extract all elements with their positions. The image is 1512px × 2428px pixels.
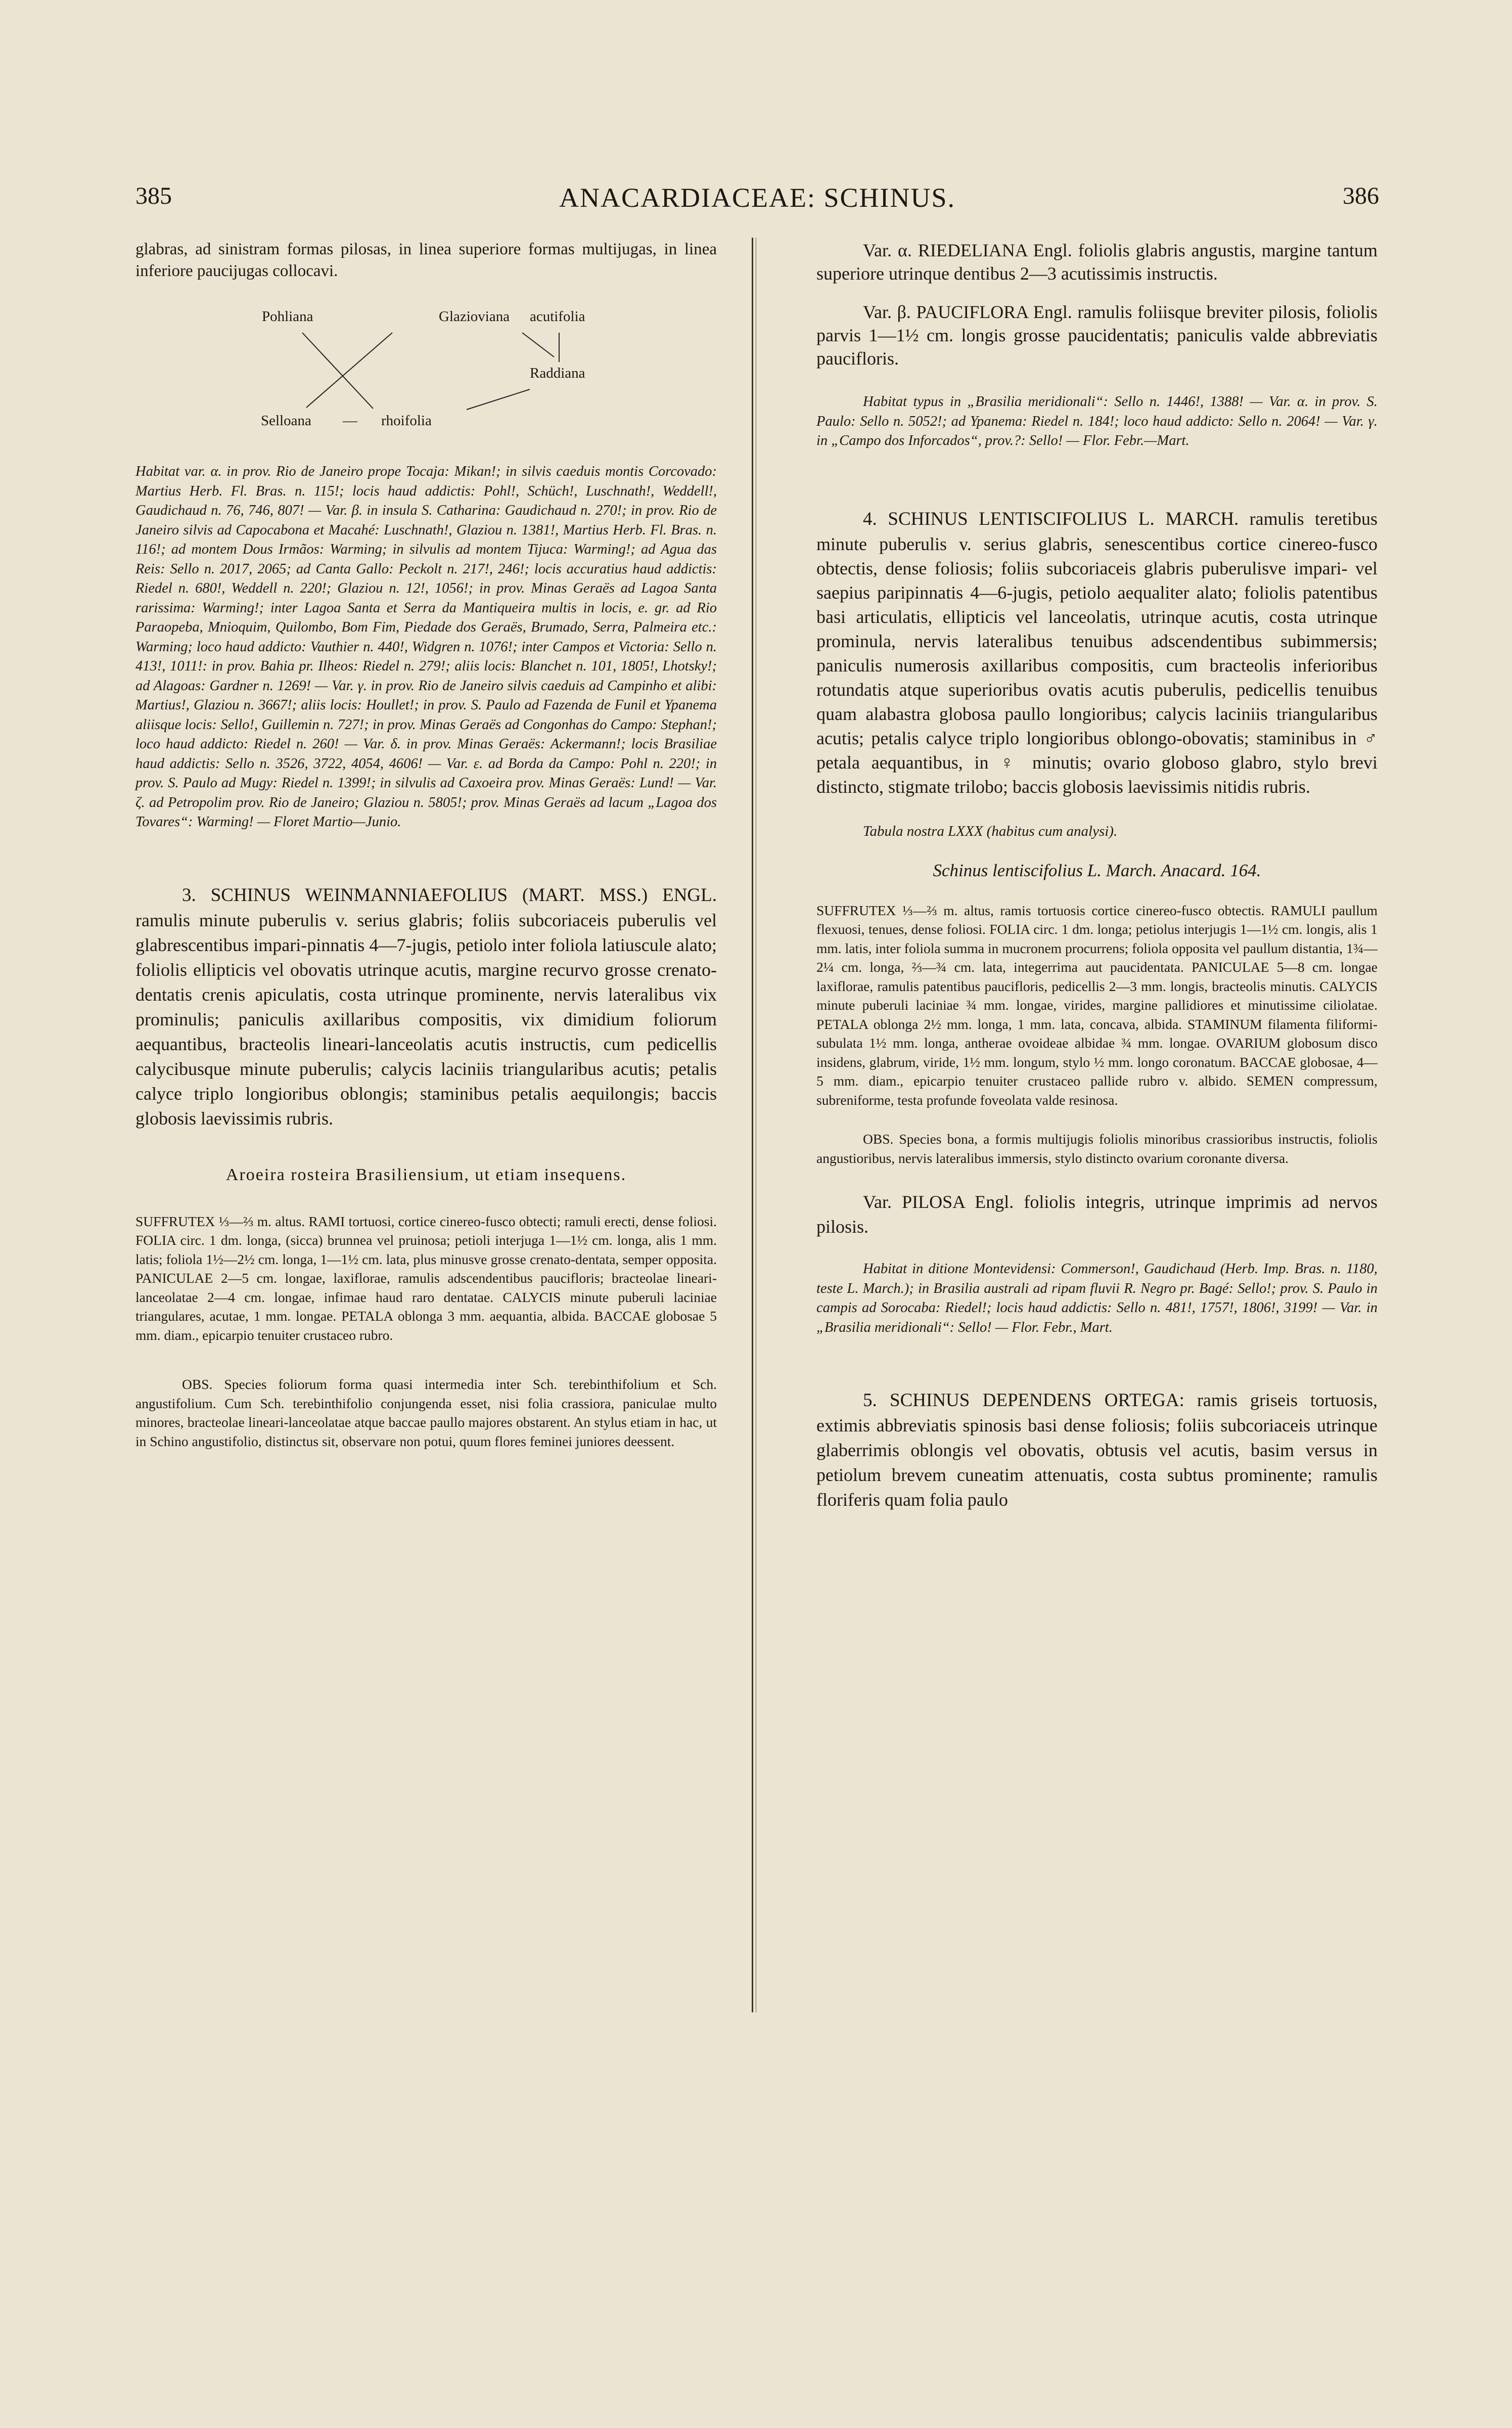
species-3-observation: OBS. Species foliorum forma quasi intermedia inter Sch. terebinthifolium et Sch. angustifolium. Cum Sch. terebinthifolio conjungenda esset, nisi folia crassiora, paniculae multo minores, bracteolae lineari-lanceolatae atque baccae paullo majores obstarent. An stylus etiam in hac, ut in Schino angustifolio, distinctus sit, observare non potui, quum flores feminei juniores deessent. [135, 1376, 717, 1449]
right-column [816, 239, 1378, 1512]
species-4-text: ramulis teretibus minute puberulis v. serius glabris, senescentibus cortice cinereo-fusco obtectis, dense foliosis; foliis subcoriaceis glabris puberulisve impari- vel saepius paripinnatis 4—6-jugis, petiolo aequaliter alato; foliolis patentibus basi articulatis, ellipticis vel lanceolatis, utrinque acutis, costa utrinque prominula, nervis lateralibus tenuibus adscendentibus subimmersis; paniculis numerosis axillaribus compositis, cum bracteolis inferioribus rotundatis atque superioribus ovatis acutis puberulis, pedicellis tenuibus quam alabastra globosa paullo longioribus; calycis laciniis triangularibus acutis; petalis calyce triplo longioribus oblongo-obovatis; staminibus in ♂ petala aequantibus, in ♀ minutis; ovario globoso glabro, stylo brevi distincto, stigmate trilobo; baccis globosis laevissimis nitidis rubris. [816, 508, 1378, 797]
species-4-paragraph [816, 507, 1378, 799]
label-selloana: Selloana [261, 413, 311, 429]
variety-relation-diagram [135, 302, 717, 444]
column-divider [752, 238, 753, 2012]
species-4-description: SUFFRUTEX ⅓—⅔ m. altus, ramis tortuosis cortice cinereo-fusco obtectis. RAMULI paullum flexuosi, tenues, dense foliosi. FOLIA circ. 1 dm. longa; petiolus interjugis 1—1½ cm. longis, alis 1 mm. latis, inter foliola summa in mucronem procurrens; foliola opposita vel paullum distantia, 1¾—2¼ cm. longa, ⅔—¾ cm. lata, integerrima aut paucidentata. PANICULAE 5—8 cm. longae laxiflorae, ramulis patentibus paucifloris, pedicellis 2—3 mm. longis, bracteolis minutis. CALYCIS minute puberuli laciniae ¾ mm. longae, virides, margine pallidiores et minutissime ciliolatae. PETALA oblonga 2½ mm. longa, 1 mm. lata, concava, albida. STAMINUM filamenta filiformi-subulata 1½ mm. longa, antherae ovoideae albidae ¾ mm. longae. OVARIUM globosum disco insidens, glabrum, viride, 1½ mm. longum, stylo ½ mm. longo coronatum. BACCAE globosae, 4—5 mm. diam., epicarpio tenuiter crustaceo pallide rubro v. albido. SEMEN compressum, subreniforme, testa profunde foveolata valde resinosa. [816, 902, 1378, 1108]
page-number-left: 385 [135, 183, 172, 209]
vernacular-name: Aroeira rosteira Brasiliensium, ut etiam insequens. [225, 1165, 627, 1184]
label-rhoifolia: rhoifolia [381, 413, 432, 429]
species-4-title: 4. SCHINUS LENTISCIFOLIUS L. MARCH. [863, 508, 1239, 529]
habitat-paragraph: Habitat var. α. in prov. Rio de Janeiro prope Tocaja: Mikan!; in silvis caeduis montis Corcovado: Martius Herb. Fl. Bras. n. 115!; locis haud addictis: Pohl!, Schüch!, Luschnath!, Weddell!, Gaudichaud n. 76, 746, 807! — Var. β. in insula S. Catharina: Gaudichaud n. 270!; in prov. Rio de Janeiro silvis ad Capocabona et Macahé: Luschnath!, Glaziou n. 1381!, Martius Herb. Fl. Bras. n. 116!; ad montem Dous Irmãos: Warming; in silvulis ad montem Tijuca: Warming!; ad Agua das Reis: Sello n. 2017, 2065; ad Canta Gallo: Peckolt n. 217!, 246!; locis accuratius haud addictis: Riedel n. 680!, Weddell n. 220!; Glaziou n. 12!, 1056!; in prov. Minas Geraës ad Lagoa Santa rarissima: Warming!; inter Lagoa Santa et Serra da Mantiqueira multis in locis, e. gr. ad Rio Paraopeba, Mnioquim, Quilombo, Bom Fim, Piedade dos Geraës, Brumado, Serra, Palmeira etc.: Warming; loco haud addicto: Vauthier n. 440!, Widgren n. 1076!; inter Campos et Victoria: Sello n. 413!, 1011!: in prov. Bahia pr. Ilheos: Riedel n. 279!; aliis locis: Blanchet n. 101, 1805!, Lhotsky!; ad Alagoas: Gardner n. 1269! — Var. γ. in prov. Rio de Janeiro silvis caeduis ad Campinho et alibi: Martius!, Glaziou n. 3667!; aliis locis: Houllet!; in prov. S. Paulo ad Fazenda de Funil et Ypanema aliisque locis: Sello!, Guillemin n. 727!; in prov. Minas Geraës ad Congonhas do Campo: Stephan!; loco haud addicto: Riedel n. 260! — Var. δ. in prov. Minas Geraës: Ackermann!; locis Brasiliae haud addictis: Sello n. 3526, 3722, 4054, 4606! — Var. ε. ad Borda da Campo: Pohl n. 220!; in prov. S. Paulo ad Mugy: Riedel n. 1399!; in silvulis ad Caxoeira prov. Minas Geraës: Lund! — Var. ζ. ad Petropolim prov. Rio de Janeiro; Glaziou n. 5805!; prov. Minas Geraës ad lacum „Lagoa dos Tovares“: Warming! — Floret Martio—Junio. [135, 464, 717, 830]
label-pohliana: Pohliana [262, 308, 313, 325]
species-5-text: ramis griseis tortuosis, extimis abbreviatis spinosis basi dense foliosis; foliis subcoriaceis utrinque glaberrimis oblongis vel obovatis, obtusis vel acutis, basim versus in petiolum brevem cuneatim attenuatis, costa subtus prominente; ramulis floriferis quam folia paulo [816, 1390, 1378, 1510]
species-4-observation: OBS. Species bona, a formis multijugis foliolis minoribus crassioribus instructis, foliolis angustioribus, nervis lateralibus immersis, stylo distincto ovarium coronante diversa. [816, 1131, 1378, 1166]
species-3-title: 3. SCHINUS WEINMANNIAEFOLIUS (MART. MSS.) ENGL. [182, 884, 717, 906]
page-number-right: 386 [1343, 183, 1379, 209]
species-3-text: ramulis minute puberulis v. serius glabris; foliis subcoriaceis puberulis vel glabrescentibus impari-pinnatis 4—7-jugis, petiolo inter foliola latiuscule alato; foliolis ellipticis vel obovatis utrinque acutis, margine recurvo grosse crenato-dentatis crenis apiculatis, costa utrinque prominente, nervis lateralibus vix prominulis; paniculis axillaribus compositis, vix dimidium foliorum aequantibus, bracteolis lineari-lanceolatis acutis instructis, cum pedicellis calycibusque minute puberulis; calycis laciniis triangularibus acutis; petalis calyce triplo longioribus oblongis; staminibus petalis aequilongis; baccis globosis laevissimis rubris. [135, 910, 717, 1129]
habitat-pilosa: Habitat in ditione Montevidensi: Commerson!, Gaudichaud (Herb. Imp. Bras. n. 1180, teste L. March.); in Brasilia australi ad ripam fluvii R. Negro pr. Bagé: Sello!; prov. S. Paulo in campis ad Sorocaba: Riedel!; locis haud addictis: Sello n. 481!, 1757!, 1806!, 3199! — Var. in „Brasilia meridionali“: Sello! — Flor. Febr., Mart. [816, 1261, 1378, 1335]
species-3-paragraph [135, 883, 717, 1131]
label-dash: — [343, 413, 357, 429]
running-title: ANACARDIACEAE: SCHINUS. [559, 183, 956, 213]
label-acutifolia: acutifolia [530, 308, 585, 325]
variety-beta: Var. β. PAUCIFLORA Engl. ramulis foliisque breviter pilosis, foliolis parvis 1—1½ cm. longis grosse paucidentatis; paniculis valde abbreviatis paucifloris. [816, 302, 1378, 369]
label-raddiana: Raddiana [530, 365, 585, 381]
left-column [135, 239, 717, 1451]
species-5-paragraph [816, 1388, 1378, 1512]
page-header [135, 182, 1379, 222]
habitat-typus: Habitat typus in „Brasilia meridionali“: Sello n. 1446!, 1388! — Var. α. in prov. S. Paulo: Sello n. 5052!; ad Ypanema: Riedel n. 184!; loco haud addicto: Sello n. 2064! — Var. γ. in „Campo dos Inforcados“, prov.?: Sello! — Flor. Febr.—Mart. [816, 394, 1378, 448]
variety-alpha: Var. α. RIEDELIANA Engl. foliolis glabris angustis, margine tantum superiore utrinque dentibus 2—3 acutissimis instructis. [816, 240, 1378, 284]
species-5-title: 5. SCHINUS DEPENDENS ORTEGA: [863, 1390, 1184, 1411]
plate-reference: Tabula nostra LXXX (habitus cum analysi). [863, 823, 1118, 839]
label-glazioviana: Glazioviana [439, 308, 510, 325]
figure-caption: Schinus lentiscifolius L. March. Anacard. 164. [933, 860, 1261, 880]
species-3-description: SUFFRUTEX ⅓—⅔ m. altus. RAMI tortuosi, cortice cinereo-fusco obtecti; ramuli erecti, dense foliosi. FOLIA circ. 1 dm. longa, (sicca) brunnea vel pruinosa; petioli interjuga 1—1½ cm. longa, alis 1 mm. latis; foliola 1½—2½ cm. longa, 1—1½ cm. lata, plus minusve grosse crenato-dentata, semper opposita. PANICULAE 2—5 cm. longae, laxiflorae, ramulis adscendentibus paucifloris; bracteolae lineari-lanceolatae 2—4 cm. longae, infimae haud raro dentatae. CALYCIS minute puberuli laciniae triangulares, acutae, 1 mm. longae. PETALA oblonga 3 mm. aequantia, albida. BACCAE globosae 5 mm. diam., epicarpio tenuiter crustaceo rubro. [135, 1213, 717, 1343]
intro-paragraph: glabras, ad sinistram formas pilosas, in linea superiore formas multijugas, in linea inferiore paucijugas collocavi. [135, 240, 717, 280]
variety-pilosa: Var. PILOSA Engl. foliolis integris, utrinque imprimis ad nervos pilosis. [816, 1192, 1378, 1237]
